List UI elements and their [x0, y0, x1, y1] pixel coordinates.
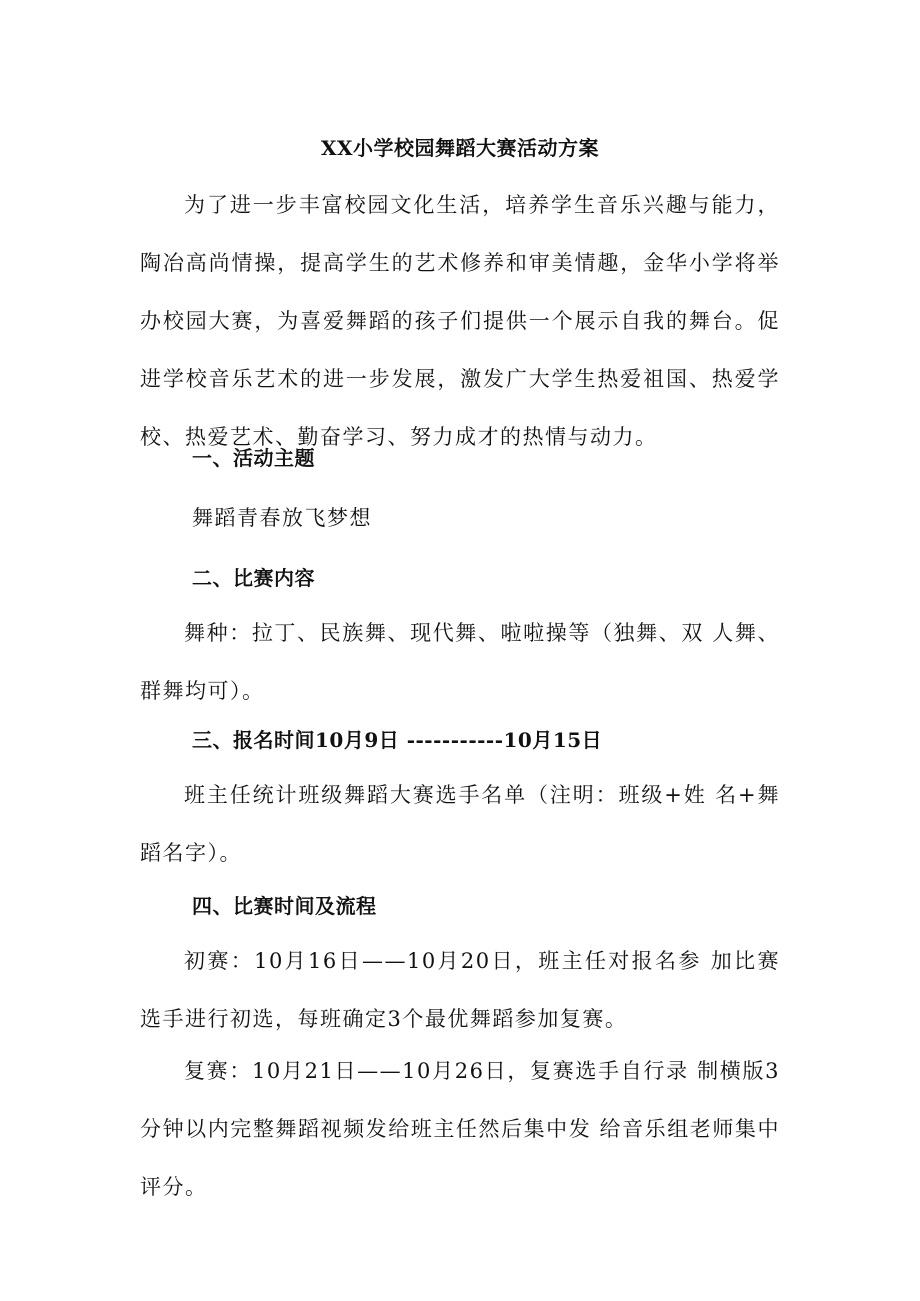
registration-paragraph: 班主任统计班级舞蹈大赛选手名单（注明：班级+姓 名+舞蹈名字）。 [140, 783, 780, 865]
semifinal-paragraph: 复赛：10月21日——10月26日，复赛选手自行录 制横版3分钟以内完整舞蹈视频发给班主任然后集中发 给音乐组老师集中评分。 [140, 1059, 780, 1199]
section-heading-registration: 三、报名时间10月9日 -----------10月15日 [192, 728, 603, 752]
theme-text: 舞蹈青春放飞梦想 [192, 506, 372, 530]
section-heading-theme: 一、活动主题 [192, 446, 315, 470]
section-heading-content: 二、比赛内容 [192, 566, 315, 590]
intro-paragraph: 为了进一步丰富校园文化生活，培养学生音乐兴趣与能力， 陶冶高尚情操，提高学生的艺术修养和审美情趣，金华小学将举 办校园大赛，为喜爱舞蹈的孩子们提供一个展示自我的舞台。促 进学校音乐艺术的进一步发展，激发广大学生热爱祖国、热爱学 校、热爱艺术、勤奋学习、努力成才的热情与动力。 [140, 193, 780, 449]
prelim-paragraph: 初赛：10月16日——10月20日，班主任对报名参 加比赛选手进行初选，每班确定3个最优舞蹈参加复赛。 [140, 949, 780, 1031]
document-title: XX小学校园舞蹈大赛活动方案 [320, 136, 600, 160]
section-heading-schedule: 四、比赛时间及流程 [192, 894, 377, 918]
content-paragraph: 舞种：拉丁、民族舞、现代舞、啦啦操等（独舞、双 人舞、群舞均可）。 [140, 621, 780, 703]
